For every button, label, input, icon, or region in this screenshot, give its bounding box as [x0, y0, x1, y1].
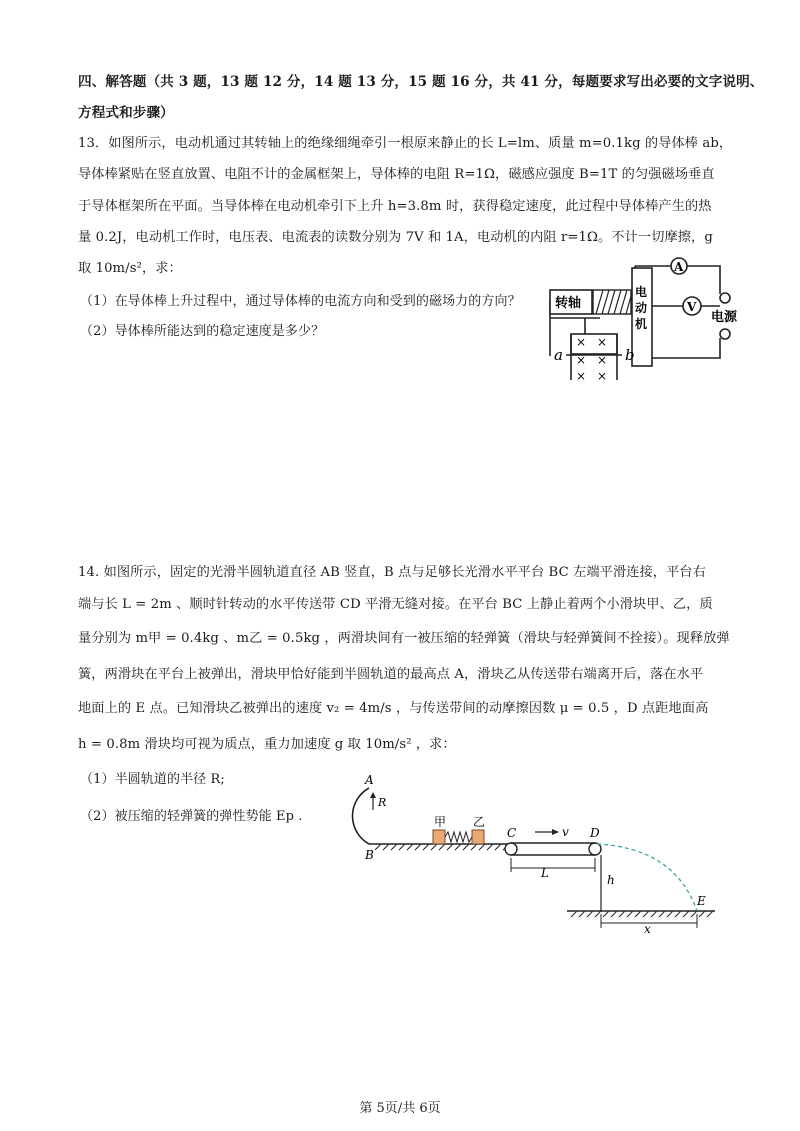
conveyor-roller-right — [589, 843, 601, 855]
q14-line-3: 量分别为 m甲 = 0.4kg 、m乙 = 0.5kg ，两滑块间有一被压缩的轻弹簧（滑块与轻弹簧间不拴接）。现释放弹 — [78, 631, 730, 646]
q13-line-3: 于导体框架所在平面。当导体棒在电动机牵引下上升 h=3.8m 时，获得稳定速度，此过程中导体棒产生的热 — [78, 199, 712, 214]
label-A: A — [365, 773, 374, 787]
label-C: C — [507, 826, 517, 840]
platform-hatch — [375, 844, 509, 850]
q14-line-2: 端与长 L = 2m 、顺时针转动的水平传送带 CD 平滑无缝对接。在平台 BC 上静止着两个小滑块甲、乙，质 — [78, 597, 713, 612]
power-terminal-bottom-icon — [720, 329, 730, 339]
q14-track-figure — [335, 768, 735, 938]
label-x: x — [644, 922, 651, 936]
block-yi — [472, 830, 484, 844]
field-mark: × — [576, 369, 587, 383]
q14-line-1: 14. 如图所示，固定的光滑半圆轨道直径 AB 竖直，B 点与足够长光滑水平平台 BC 左端平滑连接，平台右 — [78, 565, 706, 580]
q14-line-6: h = 0.8m 滑块均可视为质点，重力加速度 g 取 10m/s² ，求： — [78, 737, 456, 752]
label-L: L — [541, 866, 549, 880]
label-R: R — [378, 796, 387, 809]
motor-label-3: 机 — [635, 317, 648, 331]
q13-sub-question-1: （1）在导体棒上升过程中，通过导体棒的电流方向和受到的磁场力的方向？ — [80, 294, 521, 309]
q13-sub-question-2: （2）导体棒所能达到的稳定速度是多少？ — [80, 324, 325, 339]
ammeter-label: A — [674, 260, 684, 274]
q14-sub-question-1: （1）半圆轨道的半径 R; — [80, 772, 225, 787]
section-header-line2: 方程式和步骤） — [78, 105, 174, 121]
power-label: 电源 — [711, 310, 738, 325]
field-mark: × — [597, 369, 608, 383]
label-B: B — [365, 848, 374, 862]
q13-circuit-figure — [540, 258, 750, 388]
ground-hatch — [571, 911, 713, 917]
label-E: E — [697, 894, 706, 908]
conveyor-roller-left — [505, 843, 517, 855]
semicircle-track — [352, 788, 369, 844]
label-block-jia: 甲 — [434, 815, 447, 829]
label-D: D — [590, 826, 600, 840]
motor-label-2: 动 — [635, 301, 648, 315]
q13-line-2: 导体棒紧贴在竖直放置、电阻不计的金属框架上，导体棒的电阻 R=1Ω，磁感应强度 B=1T 的匀强磁场垂直 — [78, 167, 715, 182]
motor-label-1: 电 — [635, 285, 648, 299]
q13-line-5: 取 10m/s²，求： — [78, 261, 182, 276]
section-header-line1: 四、解答题（共 3 题，13 题 12 分，14 题 13 分，15 题 16 分，共 41 分，每题要求写出必要的文字说明、 — [78, 74, 764, 90]
q13-line-4: 量 0.2J，电动机工作时，电压表、电流表的读数分别为 7V 和 1A，电动机的内阻 r=1Ω。不计一切摩擦，g — [78, 230, 713, 245]
label-v: v — [562, 825, 569, 839]
shaft-label: 转轴 — [555, 296, 582, 311]
shaft-hatch — [593, 290, 631, 314]
block-jia — [433, 830, 445, 844]
field-mark: × — [597, 335, 608, 349]
q14-line-5: 地面上的 E 点。已知滑块乙被弹出的速度 v₂ = 4m/s ，与传送带间的动摩擦因数 μ = 0.5 ，D 点距地面高 — [78, 701, 709, 716]
label-h: h — [607, 873, 615, 887]
voltmeter-label: V — [687, 300, 697, 314]
power-terminal-top-icon — [720, 293, 730, 303]
label-block-yi: 乙 — [473, 815, 486, 829]
q14-sub-question-2: （2）被压缩的轻弹簧的弹性势能 Ep . — [80, 809, 303, 824]
page-number: 第 5页/共 6页 — [359, 1101, 441, 1116]
field-mark: × — [597, 353, 608, 367]
field-mark: × — [576, 335, 587, 349]
rod-label-b: b — [625, 346, 635, 364]
field-mark: × — [576, 353, 587, 367]
rod-label-a: a — [554, 346, 563, 364]
spring — [445, 832, 472, 842]
circuit-wire-bottom — [652, 338, 720, 358]
q13-line-1: 13．如图所示，电动机通过其转轴上的绝缘细绳牵引一根原来静止的长 L=lm、质量 m=0.1kg 的导体棒 ab， — [78, 136, 733, 151]
q14-line-4: 簧，两滑块在平台上被弹出，滑块甲恰好能到半圆轨道的最高点 A，滑块乙从传送带右端离开后，落在水平 — [78, 667, 704, 682]
